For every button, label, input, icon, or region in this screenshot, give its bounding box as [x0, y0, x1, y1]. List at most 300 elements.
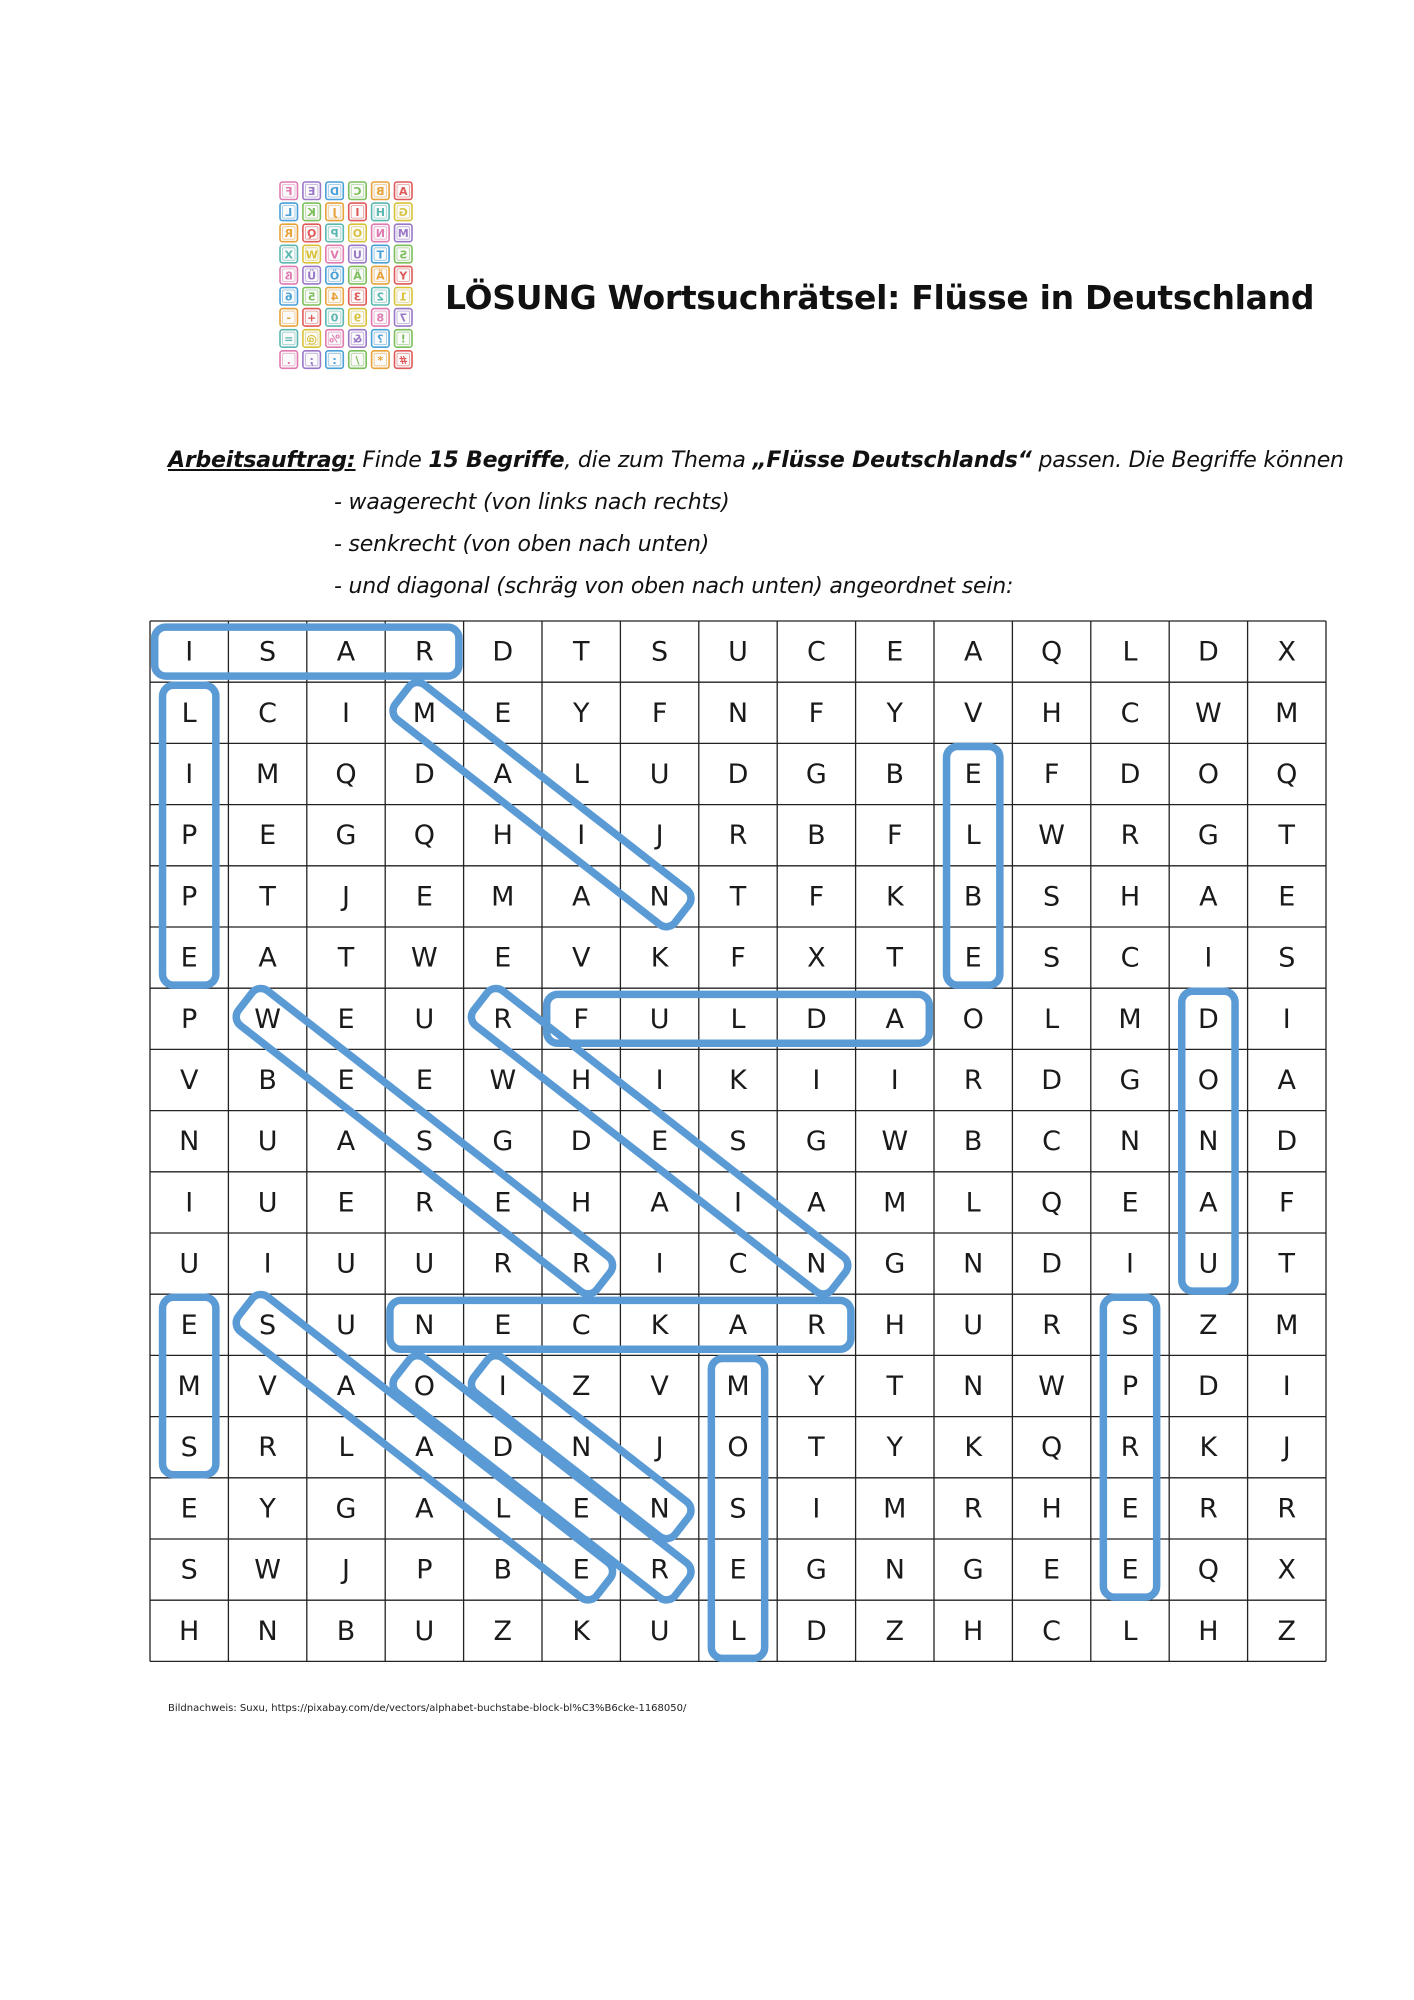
svg-text:9: 9 — [353, 311, 362, 325]
grid-letter: D — [1041, 1064, 1062, 1096]
grid-letter: U — [257, 1126, 278, 1158]
grid-letter: A — [258, 942, 277, 974]
grid-letter: N — [414, 1309, 435, 1341]
letter-block — [326, 330, 344, 348]
grid-letter: D — [806, 1003, 827, 1035]
grid-letter: B — [336, 1615, 356, 1647]
grid-letter: D — [1198, 636, 1219, 668]
grid-letter: L — [965, 1187, 981, 1219]
grid-letter: B — [963, 881, 983, 913]
svg-text::: : — [332, 353, 337, 367]
svg-text:J: J — [332, 206, 337, 220]
grid-letter: G — [805, 758, 827, 790]
svg-text:Ö: Ö — [329, 269, 340, 283]
grid-letter: V — [258, 1370, 277, 1402]
letter-block — [395, 266, 413, 284]
grid-letter: L — [181, 697, 197, 729]
grid-letter: A — [1199, 1187, 1218, 1219]
svg-text:Ä: Ä — [353, 269, 362, 283]
grid-letter: X — [1277, 1554, 1297, 1586]
letter-block — [349, 330, 367, 348]
grid-letter: P — [181, 881, 198, 913]
grid-letter: F — [1279, 1187, 1295, 1219]
grid-letter: J — [1282, 1432, 1291, 1464]
svg-text:%: % — [329, 332, 341, 346]
grid-letter: P — [416, 1554, 433, 1586]
grid-letter: I — [185, 1187, 194, 1219]
svg-text:L: L — [285, 206, 293, 220]
grid-letter: I — [655, 1064, 664, 1096]
grid-letter: E — [572, 1493, 590, 1525]
grid-letter: R — [728, 820, 748, 852]
grid-letter: A — [336, 1370, 356, 1402]
grid-letter: N — [649, 1493, 670, 1525]
grid-letter: I — [655, 1248, 664, 1280]
grid-letter: T — [886, 1370, 904, 1402]
grid-letter: S — [1043, 942, 1061, 974]
letter-block — [326, 224, 344, 242]
letter-block — [303, 182, 321, 200]
letter-block — [303, 351, 321, 369]
direction-vertical: - senkrecht (von oben nach unten) — [334, 532, 710, 557]
grid-letter: S — [729, 1126, 747, 1158]
svg-text:+: + — [307, 311, 317, 325]
grid-letter: R — [1199, 1493, 1218, 1525]
grid-letter: Q — [1040, 1187, 1063, 1219]
grid-letter: R — [493, 1248, 513, 1280]
grid-letter: C — [1120, 942, 1140, 974]
letter-block — [349, 351, 367, 369]
grid-letter: Z — [571, 1370, 591, 1402]
grid-letter: J — [342, 1554, 350, 1586]
svg-text:1: 1 — [399, 290, 408, 304]
grid-letter: R — [1042, 1309, 1061, 1341]
grid-letter: G — [1197, 820, 1219, 852]
grid-letter: M — [726, 1370, 750, 1402]
grid-letter: M — [1118, 1003, 1142, 1035]
svg-text:.: . — [286, 353, 291, 367]
grid-letter: A — [728, 1309, 748, 1341]
grid-letter: O — [727, 1432, 749, 1464]
svg-text:2: 2 — [376, 290, 385, 304]
grid-letter: D — [806, 1615, 827, 1647]
grid-letter: W — [881, 1126, 909, 1158]
grid-letter: G — [884, 1248, 906, 1280]
grid-letter: F — [887, 820, 903, 852]
grid-letter: Z — [885, 1615, 905, 1647]
grid-letter: S — [729, 1493, 747, 1525]
grid-letter: N — [727, 697, 749, 729]
grid-letter: E — [1121, 1554, 1139, 1586]
grid-letter: I — [890, 1064, 899, 1096]
grid-letter: E — [180, 1493, 198, 1525]
grid-letter: I — [1282, 1003, 1291, 1035]
grid-letter: R — [963, 1064, 983, 1096]
grid-letter: E — [651, 1126, 669, 1158]
svg-text:0: 0 — [330, 311, 339, 325]
grid-letter: C — [258, 697, 278, 729]
grid-letter: Y — [808, 1370, 825, 1402]
grid-letter: Q — [413, 820, 436, 852]
letter-block — [372, 266, 390, 284]
letter-block — [326, 288, 344, 306]
word-search-grid — [150, 621, 1326, 1661]
letter-block — [280, 224, 298, 242]
grid-letter: F — [808, 697, 825, 729]
grid-letter: U — [179, 1248, 200, 1280]
svg-text:4: 4 — [330, 290, 339, 304]
grid-letter: W — [411, 942, 438, 974]
letter-block — [372, 224, 390, 242]
grid-letter: M — [1275, 1309, 1299, 1341]
svg-text:H: H — [375, 206, 385, 220]
grid-letter: C — [1042, 1615, 1062, 1647]
grid-letter: N — [1198, 1126, 1219, 1158]
letter-block — [303, 224, 321, 242]
grid-letter: H — [1041, 1493, 1062, 1525]
grid-letter: E — [1278, 881, 1296, 913]
grid-letter: I — [185, 636, 194, 668]
grid-letter: I — [263, 1248, 272, 1280]
letter-block — [280, 309, 298, 327]
grid-letter: S — [651, 636, 669, 668]
grid-letter: N — [884, 1554, 905, 1586]
grid-letter: A — [1199, 881, 1218, 913]
grid-letter: A — [571, 881, 591, 913]
grid-letter: B — [963, 1126, 983, 1158]
grid-letter: Y — [572, 697, 590, 729]
svg-text:Ä: Ä — [376, 269, 385, 283]
grid-letter: D — [492, 1432, 514, 1464]
grid-letter: S — [415, 1126, 433, 1158]
svg-text:K: K — [307, 206, 316, 220]
grid-letter: T — [572, 636, 590, 668]
grid-letter: R — [258, 1432, 277, 1464]
letter-block — [349, 203, 367, 221]
grid-letter: T — [729, 881, 747, 913]
letter-block — [349, 288, 367, 306]
svg-text:M: M — [397, 227, 409, 241]
grid-letter: I — [1204, 942, 1213, 974]
grid-letter: E — [964, 942, 982, 974]
svg-text:D: D — [329, 184, 340, 198]
letter-block — [395, 224, 413, 242]
grid-letter: J — [655, 1432, 664, 1464]
svg-text:Y: Y — [399, 269, 408, 283]
grid-letter: H — [492, 820, 513, 852]
grid-letter: G — [492, 1126, 514, 1158]
grid-letter: K — [572, 1615, 591, 1647]
grid-letter: N — [179, 1126, 200, 1158]
letter-block — [303, 203, 321, 221]
grid-letter: D — [570, 1126, 592, 1158]
grid-letter: E — [494, 697, 512, 729]
grid-letter: A — [650, 1187, 669, 1219]
grid-letter: F — [651, 697, 668, 729]
grid-letter: U — [1198, 1248, 1219, 1280]
grid-letter: A — [963, 636, 983, 668]
grid-letter: N — [806, 1248, 827, 1280]
grid-letter: H — [1041, 697, 1062, 729]
grid-letter: M — [177, 1370, 201, 1402]
grid-letter: T — [259, 881, 276, 913]
svg-text:ß: ß — [284, 269, 293, 283]
letter-block — [372, 330, 390, 348]
letter-block — [349, 309, 367, 327]
grid-letter: P — [181, 820, 198, 852]
svg-text:A: A — [398, 184, 408, 198]
grid-letter: C — [1120, 697, 1140, 729]
letter-block — [326, 309, 344, 327]
grid-letter: K — [1199, 1432, 1218, 1464]
alphabet-blocks-logo — [276, 180, 420, 372]
grid-letter: U — [963, 1309, 984, 1341]
page-title: LÖSUNG Wortsuchrätsel: Flüsse in Deutschland — [445, 278, 1315, 317]
direction-diagonal: - und diagonal (schräg von oben nach unten) angeordnet sein: — [334, 574, 1014, 599]
grid-letter: W — [1038, 1370, 1065, 1402]
grid-letter: W — [254, 1003, 281, 1035]
svg-text:*: * — [377, 353, 384, 367]
letter-block — [372, 288, 390, 306]
letter-block — [395, 330, 413, 348]
grid-letter: L — [338, 1432, 354, 1464]
svg-text:Ü: Ü — [307, 269, 317, 283]
grid-letter: A — [493, 758, 513, 790]
grid-letter: M — [412, 697, 437, 729]
grid-letter: T — [886, 942, 904, 974]
grid-letter: Y — [886, 697, 904, 729]
svg-text:3: 3 — [353, 290, 362, 304]
grid-letter: C — [1042, 1126, 1062, 1158]
letter-block — [372, 309, 390, 327]
grid-letter: R — [493, 1003, 513, 1035]
grid-letter: I — [812, 1064, 821, 1096]
grid-letter: V — [571, 942, 591, 974]
grid-letter: I — [185, 758, 194, 790]
svg-text:E: E — [307, 184, 316, 198]
grid-letter: U — [649, 1615, 670, 1647]
grid-letter: H — [179, 1615, 200, 1647]
grid-letter: C — [571, 1309, 591, 1341]
svg-text:P: P — [330, 227, 339, 241]
topic: „Flüsse Deutschlands“ — [752, 448, 1032, 473]
grid-letter: N — [1119, 1126, 1141, 1158]
grid-letter: W — [1038, 820, 1065, 852]
grid-letter: A — [336, 1126, 356, 1158]
grid-letter: O — [413, 1370, 436, 1402]
grid-letter: T — [337, 942, 355, 974]
grid-letter: O — [962, 1003, 984, 1035]
grid-letter: A — [415, 1432, 434, 1464]
svg-text:G: G — [398, 206, 408, 220]
grid-letter: G — [805, 1126, 827, 1158]
grid-letter: N — [649, 881, 670, 913]
grid-letter: E — [494, 942, 512, 974]
svg-text:B: B — [376, 184, 385, 198]
grid-letter: L — [495, 1493, 511, 1525]
svg-text:=: = — [284, 332, 294, 346]
svg-text:Q: Q — [306, 227, 317, 241]
grid-letter: H — [1198, 1615, 1219, 1647]
grid-letter: H — [1119, 881, 1141, 913]
grid-letter: E — [1121, 1187, 1139, 1219]
grid-letter: V — [963, 697, 983, 729]
grid-letter: K — [729, 1064, 747, 1096]
grid-letter: A — [415, 1493, 434, 1525]
grid-letter: U — [728, 636, 748, 668]
grid-letter: E — [572, 1554, 590, 1586]
grid-letter: G — [335, 820, 357, 852]
grid-letter: H — [963, 1615, 984, 1647]
grid-letter: A — [336, 636, 356, 668]
grid-letter: Z — [1277, 1615, 1297, 1647]
grid-letter: X — [807, 942, 826, 974]
svg-text:S: S — [399, 248, 408, 262]
svg-text:C: C — [353, 184, 362, 198]
grid-letter: E — [1121, 1493, 1139, 1525]
svg-text:F: F — [284, 184, 293, 198]
grid-letter: I — [1282, 1370, 1291, 1402]
grid-letter: U — [414, 1615, 435, 1647]
grid-letter: A — [1277, 1064, 1297, 1096]
grid-letter: R — [650, 1554, 669, 1586]
grid-letter: N — [257, 1615, 278, 1647]
svg-text:@: @ — [306, 332, 318, 346]
grid-letter: E — [1043, 1554, 1061, 1586]
svg-text:&: & — [352, 332, 363, 346]
letter-block — [395, 203, 413, 221]
grid-letter: C — [728, 1248, 748, 1280]
grid-letter: S — [1121, 1309, 1139, 1341]
grid-letter: J — [655, 820, 664, 852]
svg-text:/: / — [355, 353, 360, 367]
grid-letter: U — [414, 1248, 435, 1280]
svg-text:V: V — [330, 248, 339, 262]
letter-block — [372, 245, 390, 262]
grid-letter: T — [808, 1432, 825, 1464]
letter-block — [395, 288, 413, 306]
grid-letter: A — [885, 1003, 905, 1035]
grid-letter: G — [805, 1554, 827, 1586]
grid-letter: M — [491, 881, 515, 913]
grid-letter: G — [335, 1493, 357, 1525]
letter-block — [303, 330, 321, 348]
letter-block — [280, 351, 298, 369]
grid-letter: E — [259, 820, 277, 852]
grid-letter: U — [336, 1309, 356, 1341]
grid-letter: W — [254, 1554, 281, 1586]
grid-letter: H — [571, 1064, 592, 1096]
letter-block — [326, 351, 344, 369]
grid-letter: C — [806, 636, 826, 668]
svg-text:U: U — [352, 248, 362, 262]
letter-block — [349, 266, 367, 284]
grid-letter: R — [571, 1248, 591, 1280]
letter-block — [280, 182, 298, 200]
grid-letter: K — [964, 1432, 983, 1464]
letter-block — [303, 266, 321, 284]
letter-block — [372, 182, 390, 200]
grid-letter: V — [179, 1064, 199, 1096]
letter-block — [349, 224, 367, 242]
grid-letter: M — [883, 1493, 907, 1525]
grid-letter: I — [342, 697, 350, 729]
grid-letter: B — [807, 820, 826, 852]
grid-letter: R — [415, 636, 434, 668]
grid-letter: E — [494, 1187, 512, 1219]
letter-block — [280, 266, 298, 284]
grid-letter: S — [259, 1309, 277, 1341]
grid-letter: Q — [1040, 1432, 1063, 1464]
grid-letter: B — [493, 1554, 513, 1586]
grid-letter: I — [498, 1370, 507, 1402]
svg-text:5: 5 — [307, 290, 316, 304]
grid-letter: Y — [259, 1493, 276, 1525]
grid-letter: I — [734, 1187, 742, 1219]
letter-block — [303, 288, 321, 306]
grid-letter: S — [1278, 942, 1296, 974]
grid-letter: L — [1122, 636, 1138, 668]
grid-letter: Q — [335, 758, 357, 790]
term-count: 15 Begriffe — [428, 448, 565, 473]
letter-block — [326, 266, 344, 284]
grid-letter: N — [963, 1248, 984, 1280]
grid-letter: K — [650, 1309, 669, 1341]
svg-text:8: 8 — [376, 311, 385, 325]
grid-letter: G — [962, 1554, 984, 1586]
grid-letter: R — [1120, 1432, 1140, 1464]
grid-letter: N — [963, 1370, 984, 1402]
grid-letter: S — [1043, 881, 1061, 913]
grid-letter: F — [730, 942, 746, 974]
grid-letter: U — [649, 1003, 670, 1035]
grid-letter: U — [649, 758, 670, 790]
grid-letter: E — [180, 1309, 198, 1341]
letter-block — [280, 203, 298, 221]
letter-block — [326, 182, 344, 200]
svg-text:!: ! — [400, 332, 406, 346]
grid-letter: L — [730, 1003, 746, 1035]
letter-block — [280, 330, 298, 348]
grid-letter: L — [730, 1615, 746, 1647]
grid-letter: R — [807, 1309, 826, 1341]
letter-block — [280, 245, 298, 262]
grid-letter: E — [337, 1003, 355, 1035]
grid-letter: E — [180, 942, 198, 974]
grid-letter: M — [255, 758, 280, 790]
grid-letter: Y — [886, 1432, 904, 1464]
grid-letter: F — [808, 881, 825, 913]
grid-letter: Q — [1276, 758, 1298, 790]
grid-letter: I — [812, 1493, 821, 1525]
grid-letter: I — [577, 820, 586, 852]
letter-block — [303, 245, 321, 262]
grid-letter: R — [1120, 820, 1140, 852]
grid-letter: L — [573, 758, 589, 790]
image-credit: Bildnachweis: Suxu, https://pixabay.com/de/vectors/alphabet-buchstabe-block-bl%C3%B6cke-1168050/ — [168, 1703, 687, 1714]
svg-text:I: I — [355, 206, 360, 220]
letter-block — [303, 309, 321, 327]
svg-text:-: - — [286, 311, 292, 325]
grid-letter: D — [1119, 758, 1141, 790]
grid-letter: L — [965, 820, 981, 852]
grid-letter: H — [884, 1309, 905, 1341]
letter-block — [326, 203, 344, 221]
letter-block — [326, 245, 344, 262]
grid-letter: K — [885, 881, 904, 913]
grid-letter: U — [414, 1003, 435, 1035]
letter-block — [372, 203, 390, 221]
